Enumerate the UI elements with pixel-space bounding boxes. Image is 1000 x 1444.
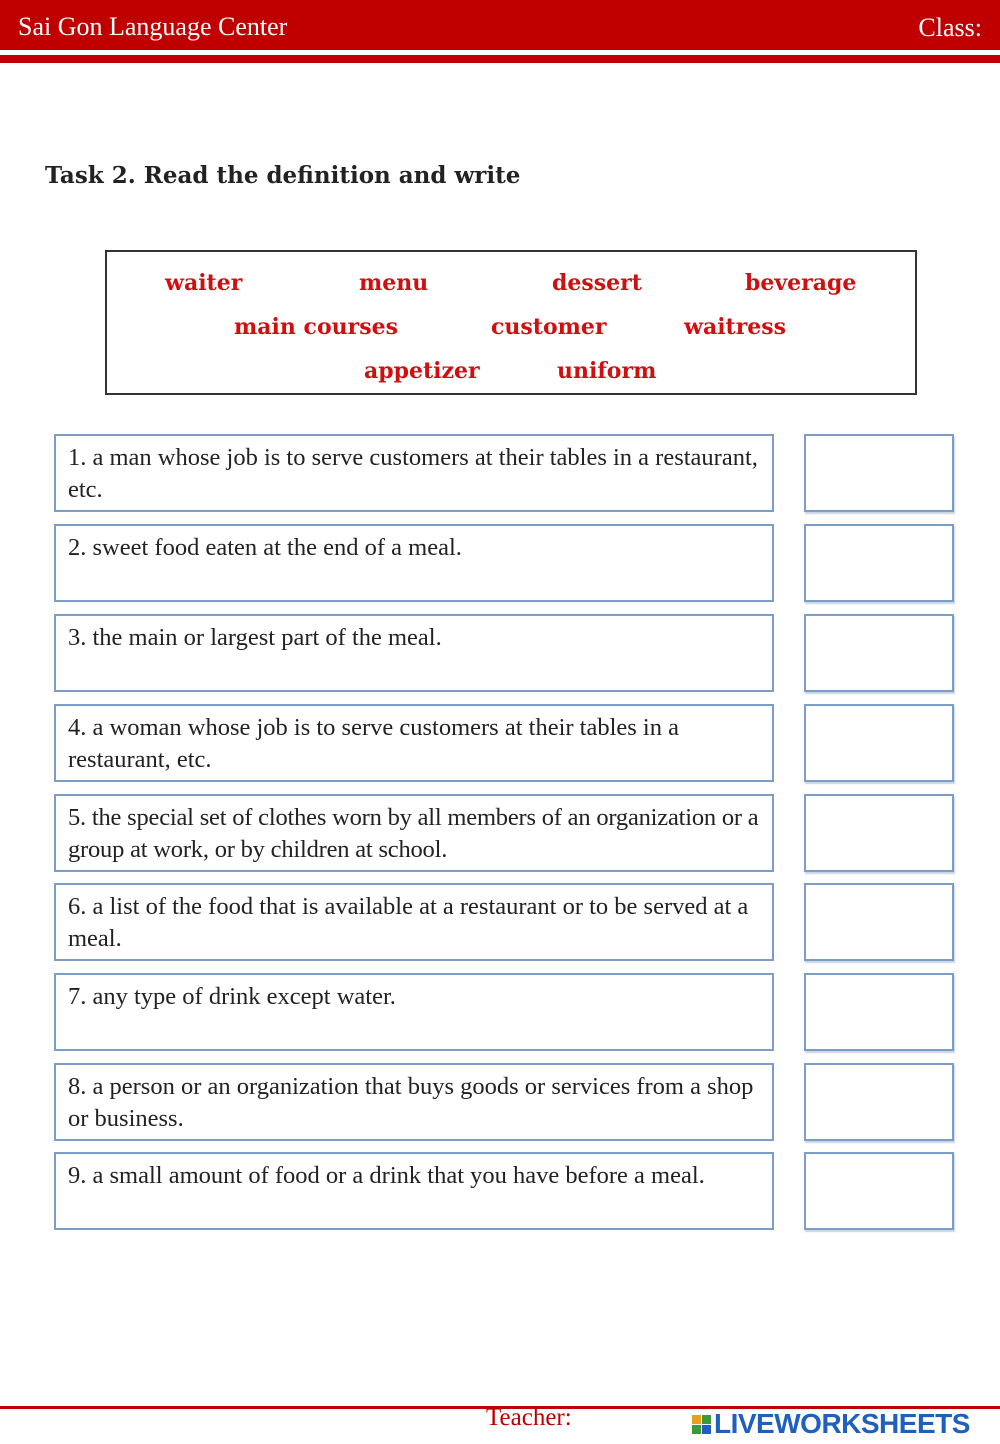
- liveworksheets-logo: [692, 1408, 970, 1440]
- definition-8: 8. a person or an organization that buys goods or services from a shop or business.: [54, 1063, 774, 1141]
- word-bank-item: main courses: [234, 314, 398, 340]
- word-bank-item: beverage: [745, 270, 857, 296]
- definition-6: 6. a list of the food that is available at a restaurant or to be served at a meal.: [54, 883, 774, 961]
- word-bank-item: customer: [491, 314, 607, 340]
- answer-input-8[interactable]: [804, 1063, 954, 1141]
- teacher-label: Teacher:: [486, 1404, 572, 1431]
- definition-7: 7. any type of drink except water.: [54, 973, 774, 1051]
- word-bank-item: dessert: [552, 270, 642, 296]
- answer-input-2[interactable]: [804, 524, 954, 602]
- answer-input-1[interactable]: [804, 434, 954, 512]
- definition-2: 2. sweet food eaten at the end of a meal.: [54, 524, 774, 602]
- word-bank-item: waiter: [165, 270, 243, 296]
- answer-input-6[interactable]: [804, 883, 954, 961]
- word-bank-item: menu: [359, 270, 429, 296]
- answer-input-3[interactable]: [804, 614, 954, 692]
- liveworksheets-icon: [692, 1415, 711, 1434]
- word-bank-item: appetizer: [364, 358, 480, 384]
- word-bank: [105, 250, 917, 395]
- definition-9: 9. a small amount of food or a drink that you have before a meal.: [54, 1152, 774, 1230]
- liveworksheets-brand: LIVEWORKSHEETS: [714, 1408, 970, 1439]
- answer-input-7[interactable]: [804, 973, 954, 1051]
- task-title: Task 2. Read the definition and write: [45, 162, 521, 189]
- definition-5: 5. the special set of clothes worn by all members of an organization or a group at work, or by children at school.: [54, 794, 774, 872]
- word-bank-item: waitress: [684, 314, 787, 340]
- header-bar: [0, 0, 1000, 50]
- definition-4: 4. a woman whose job is to serve customers at their tables in a restaurant, etc.: [54, 704, 774, 782]
- answer-input-4[interactable]: [804, 704, 954, 782]
- word-bank-item: uniform: [557, 358, 657, 384]
- definition-3: 3. the main or largest part of the meal.: [54, 614, 774, 692]
- center-name: Sai Gon Language Center: [18, 12, 288, 41]
- answer-input-5[interactable]: [804, 794, 954, 872]
- answer-input-9[interactable]: [804, 1152, 954, 1230]
- header-divider: [0, 55, 1000, 63]
- definition-1: 1. a man whose job is to serve customers at their tables in a restaurant, etc.: [54, 434, 774, 512]
- class-label: Class:: [918, 13, 982, 42]
